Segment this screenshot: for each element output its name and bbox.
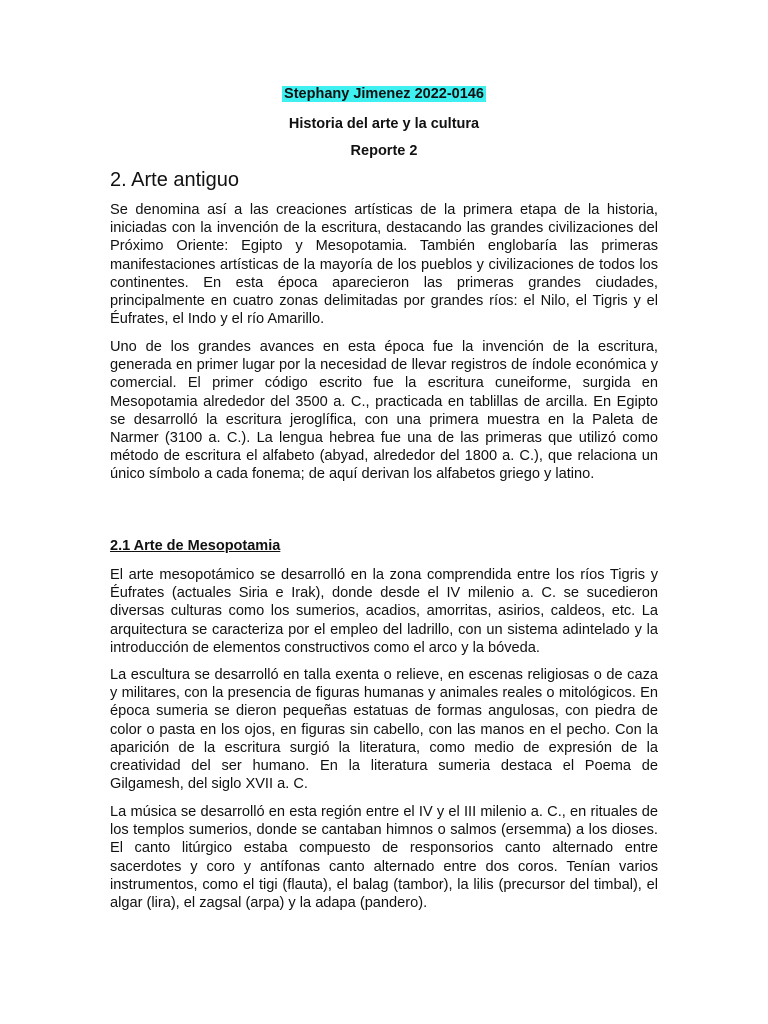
- mesopotamia-paragraph-2: La escultura se desarrolló en talla exenta o relieve, en escenas religiosas o de caza y militares, con la presencia de figuras humanas y animales reales o mitológicos. En época sumeria se dieron pequeñas estatuas de formas angulosas, con piedra de color o pasta en los ojos, en figuras sin cabello, con las manos en el pecho. Con la aparición de la escritura surgió la literatura, como medio de expresión de la creatividad del ser humano. En la literatura sumeria destaca el Poema de Gilgamesh, del siglo XVII a. C.: [110, 667, 658, 793]
- intro-paragraph-1: Se denomina así a las creaciones artísticas de la primera etapa de la historia, iniciadas con la invención de la escritura, destacando las grandes civilizaciones del Próximo Oriente: Egipto y Mesopotamia. También englobaría las primeras manifestaciones artísticas de la mayoría de los pueblos y civilizaciones de todos los continentes. En esta época aparecieron las primeras grandes ciudades, principalmente en cuatro zonas delimitadas por grandes ríos: el Nilo, el Tigris y el Éufrates, el Indo y el río Amarillo.: [110, 202, 658, 328]
- author-highlight: Stephany Jimenez 2022-0146: [284, 86, 484, 102]
- mesopotamia-paragraph-1: El arte mesopotámico se desarrolló en la zona comprendida entre los ríos Tigris y Éufrates (actuales Siria e Irak), donde desde el IV milenio a. C. se sucedieron diversas culturas como los sumerios, acadios, amorritas, asirios, caldeos, etc. La arquitectura se caracteriza por el empleo del ladrillo, con un sistema adintelado y la introducción de elementos constructivos como el arco y la bóveda.: [110, 567, 658, 656]
- subsection-heading: 2.1 Arte de Mesopotamia: [110, 538, 281, 554]
- course-title: Historia del arte y la cultura: [288, 116, 480, 132]
- section-heading: 2. Arte antiguo: [110, 169, 239, 191]
- intro-paragraph-2: Uno de los grandes avances en esta época fue la invención de la escritura, generada en primer lugar por la necesidad de llevar registros de índole económica y comercial. El primer código escrito fue la escritura cuneiforme, surgida en Mesopotamia alrededor del 3500 a. C., practicada en tablillas de arcilla. En Egipto se desarrolló la escritura jeroglífica, con una primera muestra en la Paleta de Narmer (3100 a. C.). La lengua hebrea fue una de las primeras que utilizó como método de escritura el alfabeto (abyad, alrededor del 1800 a. C.), que relaciona un único símbolo a cada fonema; de aquí derivan los alfabetos griego y latino.: [110, 339, 658, 483]
- report-label: Reporte 2: [350, 143, 418, 159]
- mesopotamia-paragraph-3: La música se desarrolló en esta región entre el IV y el III milenio a. C., en rituales de los templos sumerios, donde se cantaban himnos o salmos (ersemma) a los dioses. El canto litúrgico estaba compuesto de responsorios canto alternado entre sacerdotes y coro y antífonas canto alternado entre dos coros. Tenían varios instrumentos, como el tigi (flauta), el balag (tambor), la lilis (precursor del timbal), el algar (lira), el zagsal (arpa) y la adapa (pandero).: [110, 804, 658, 912]
- author-line: [0, 85, 768, 103]
